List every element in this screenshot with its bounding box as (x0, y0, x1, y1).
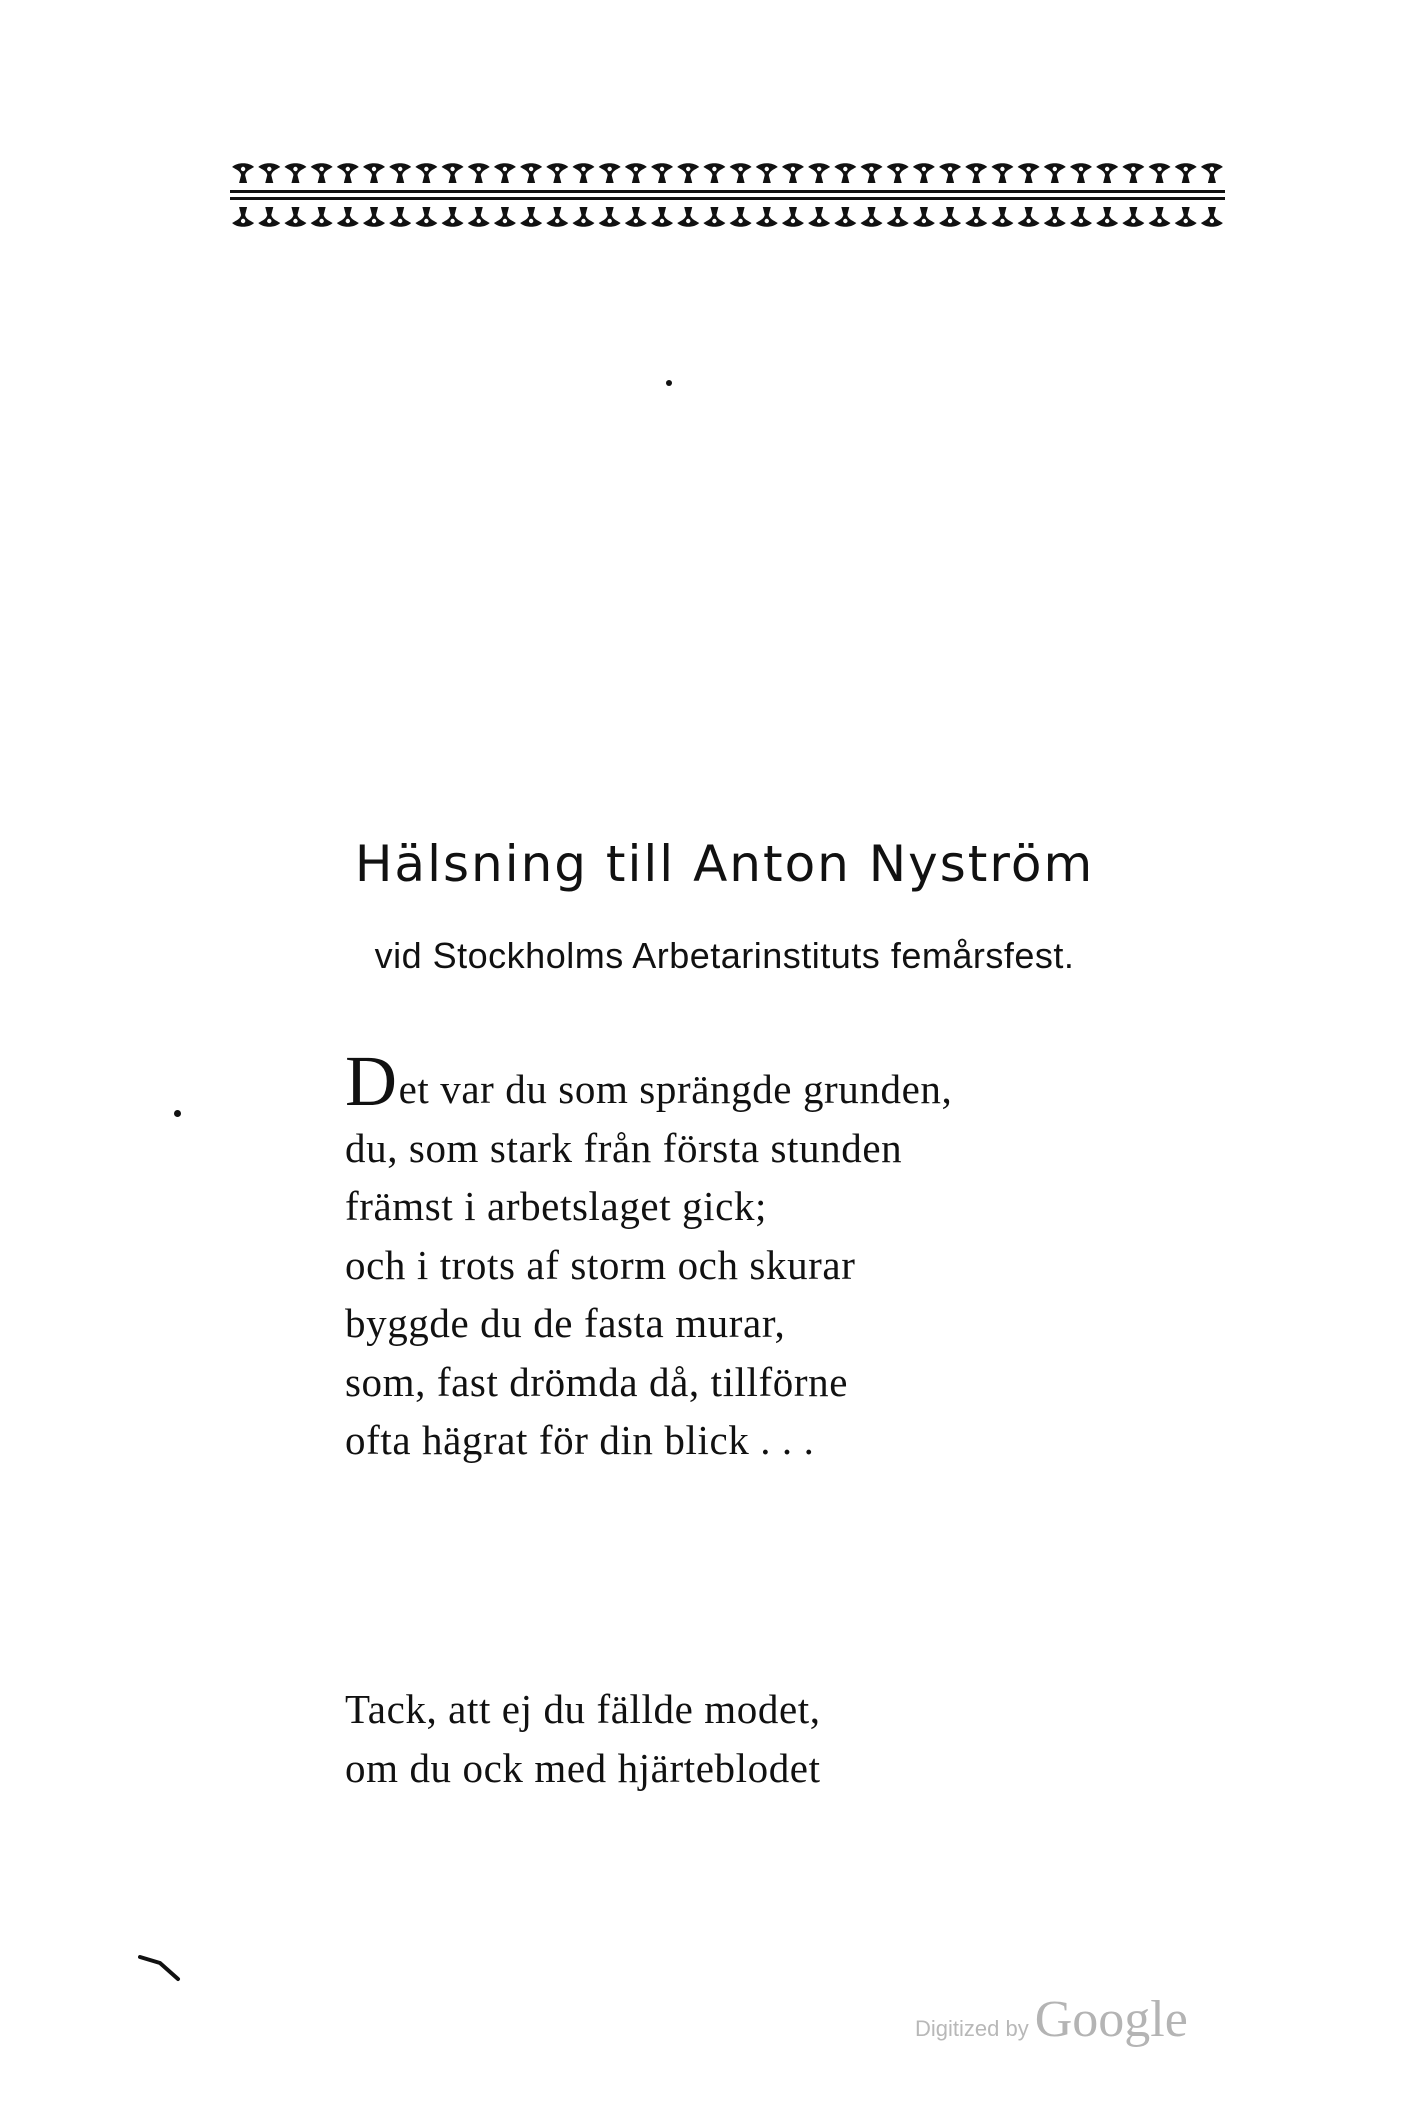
fleuron-ornament (1149, 163, 1171, 183)
fleuron-ornament (677, 163, 699, 183)
fleuron-ornament (599, 163, 621, 183)
poem-line: byggde du de fasta murar, (345, 1300, 786, 1346)
fleuron-ornament (284, 207, 306, 227)
fleuron-ornament (965, 163, 987, 183)
fleuron-ornament (1070, 207, 1092, 227)
fleuron-ornament (1018, 207, 1040, 227)
fleuron-ornament (1149, 207, 1171, 227)
fleuron-ornament (730, 207, 752, 227)
poem-line: och i trots af storm och skurar (345, 1241, 856, 1288)
fleuron-ornament (284, 163, 306, 183)
fleuron-ornament (468, 207, 490, 227)
fleuron-ornament (572, 207, 594, 227)
fleuron-ornament (913, 163, 935, 183)
ink-speck (666, 380, 672, 386)
fleuron-ornament (1044, 207, 1066, 227)
fleuron-ornament (677, 207, 699, 227)
google-digitized-watermark (915, 1990, 1188, 2049)
fleuron-ornament (546, 207, 568, 227)
stanza-2 (345, 1680, 821, 1797)
fleuron-ornament (232, 163, 254, 183)
fleuron-ornament (965, 207, 987, 227)
poem-title: Hälsning till Anton Nyström (354, 835, 1095, 893)
poem-line: du, som stark från första stunden (345, 1124, 903, 1171)
fleuron-ornament (311, 207, 333, 227)
fleuron-ornament (625, 207, 647, 227)
fleuron-ornament (1070, 163, 1092, 183)
fleuron-ornament (363, 207, 385, 227)
fleuron-ornament (520, 163, 542, 183)
fleuron-ornament (808, 163, 830, 183)
pencil-mark (138, 1953, 184, 1983)
fleuron-ornament (834, 163, 856, 183)
fleuron-ornament (415, 163, 437, 183)
poem-subtitle: vid Stockholms Arbetarinstituts femårsfest. (374, 935, 1075, 976)
fleuron-ornament (494, 207, 516, 227)
fleuron-ornament (1201, 207, 1223, 227)
fleuron-ornament (887, 207, 909, 227)
fleuron-ornament (861, 163, 883, 183)
fleuron-ornament (991, 163, 1013, 183)
fleuron-ornament (258, 207, 280, 227)
fleuron-ornament (1122, 207, 1144, 227)
fleuron-ornament (834, 207, 856, 227)
fleuron-ornament (232, 207, 254, 227)
fleuron-ornament (1175, 163, 1197, 183)
fleuron-ornament (703, 163, 725, 183)
fleuron-ornament (1201, 163, 1223, 183)
google-logo: Google (1034, 1991, 1188, 2048)
fleuron-ornament (337, 163, 359, 183)
fleuron-ornament (782, 163, 804, 183)
poem-line: ofta hägrat för din blick . . . (345, 1417, 815, 1463)
fleuron-ornament (861, 207, 883, 227)
fleuron-ornament (651, 163, 673, 183)
fleuron-ornament (808, 207, 830, 227)
fleuron-ornament (337, 207, 359, 227)
fleuron-ornament (1122, 163, 1144, 183)
poem-line (345, 1041, 953, 1121)
fleuron-ornament (546, 163, 568, 183)
fleuron-ornament (389, 163, 411, 183)
fleuron-ornament (258, 163, 280, 183)
fleuron-ornament (625, 163, 647, 183)
poem-line: Tack, att ej du fällde modet, (345, 1686, 821, 1732)
fleuron-ornament (363, 163, 385, 183)
fleuron-ornament (651, 207, 673, 227)
fleuron-ornament (389, 207, 411, 227)
poem-line: som, fast drömda då, tillförne (345, 1358, 849, 1405)
fleuron-ornament (756, 163, 778, 183)
fleuron-ornament (1175, 207, 1197, 227)
poem-line-text: et var du som sprängde grunden, (398, 1066, 953, 1112)
fleuron-ornament (991, 207, 1013, 227)
fleuron-ornament (572, 163, 594, 183)
fleuron-ornament (1096, 207, 1118, 227)
fleuron-ornament (442, 163, 464, 183)
fleuron-ornament (468, 163, 490, 183)
fleuron-ornament (782, 207, 804, 227)
drop-cap: D (345, 1041, 398, 1121)
poem-line: främst i arbetslaget gick; (345, 1183, 768, 1229)
fleuron-ornament (415, 207, 437, 227)
fleuron-ornament (520, 207, 542, 227)
watermark-prefix: Digitized by (915, 2016, 1029, 2041)
fleuron-ornament (1096, 163, 1118, 183)
poem-line: om du ock med hjärteblodet (345, 1744, 821, 1791)
fleuron-ornament (442, 207, 464, 227)
fleuron-ornament (939, 163, 961, 183)
fleuron-ornament (494, 163, 516, 183)
fleuron-ornament (1018, 163, 1040, 183)
fleuron-ornament (311, 163, 333, 183)
ornamental-header-border (230, 160, 1225, 230)
fleuron-ornament (887, 163, 909, 183)
fleuron-ornament (1044, 163, 1066, 183)
fleuron-ornament (913, 207, 935, 227)
fleuron-ornament (599, 207, 621, 227)
fleuron-ornament (703, 207, 725, 227)
fleuron-ornament (939, 207, 961, 227)
ink-speck (174, 1110, 181, 1117)
fleuron-ornament (756, 207, 778, 227)
stanza-1 (345, 1041, 953, 1470)
fleuron-ornament (730, 163, 752, 183)
